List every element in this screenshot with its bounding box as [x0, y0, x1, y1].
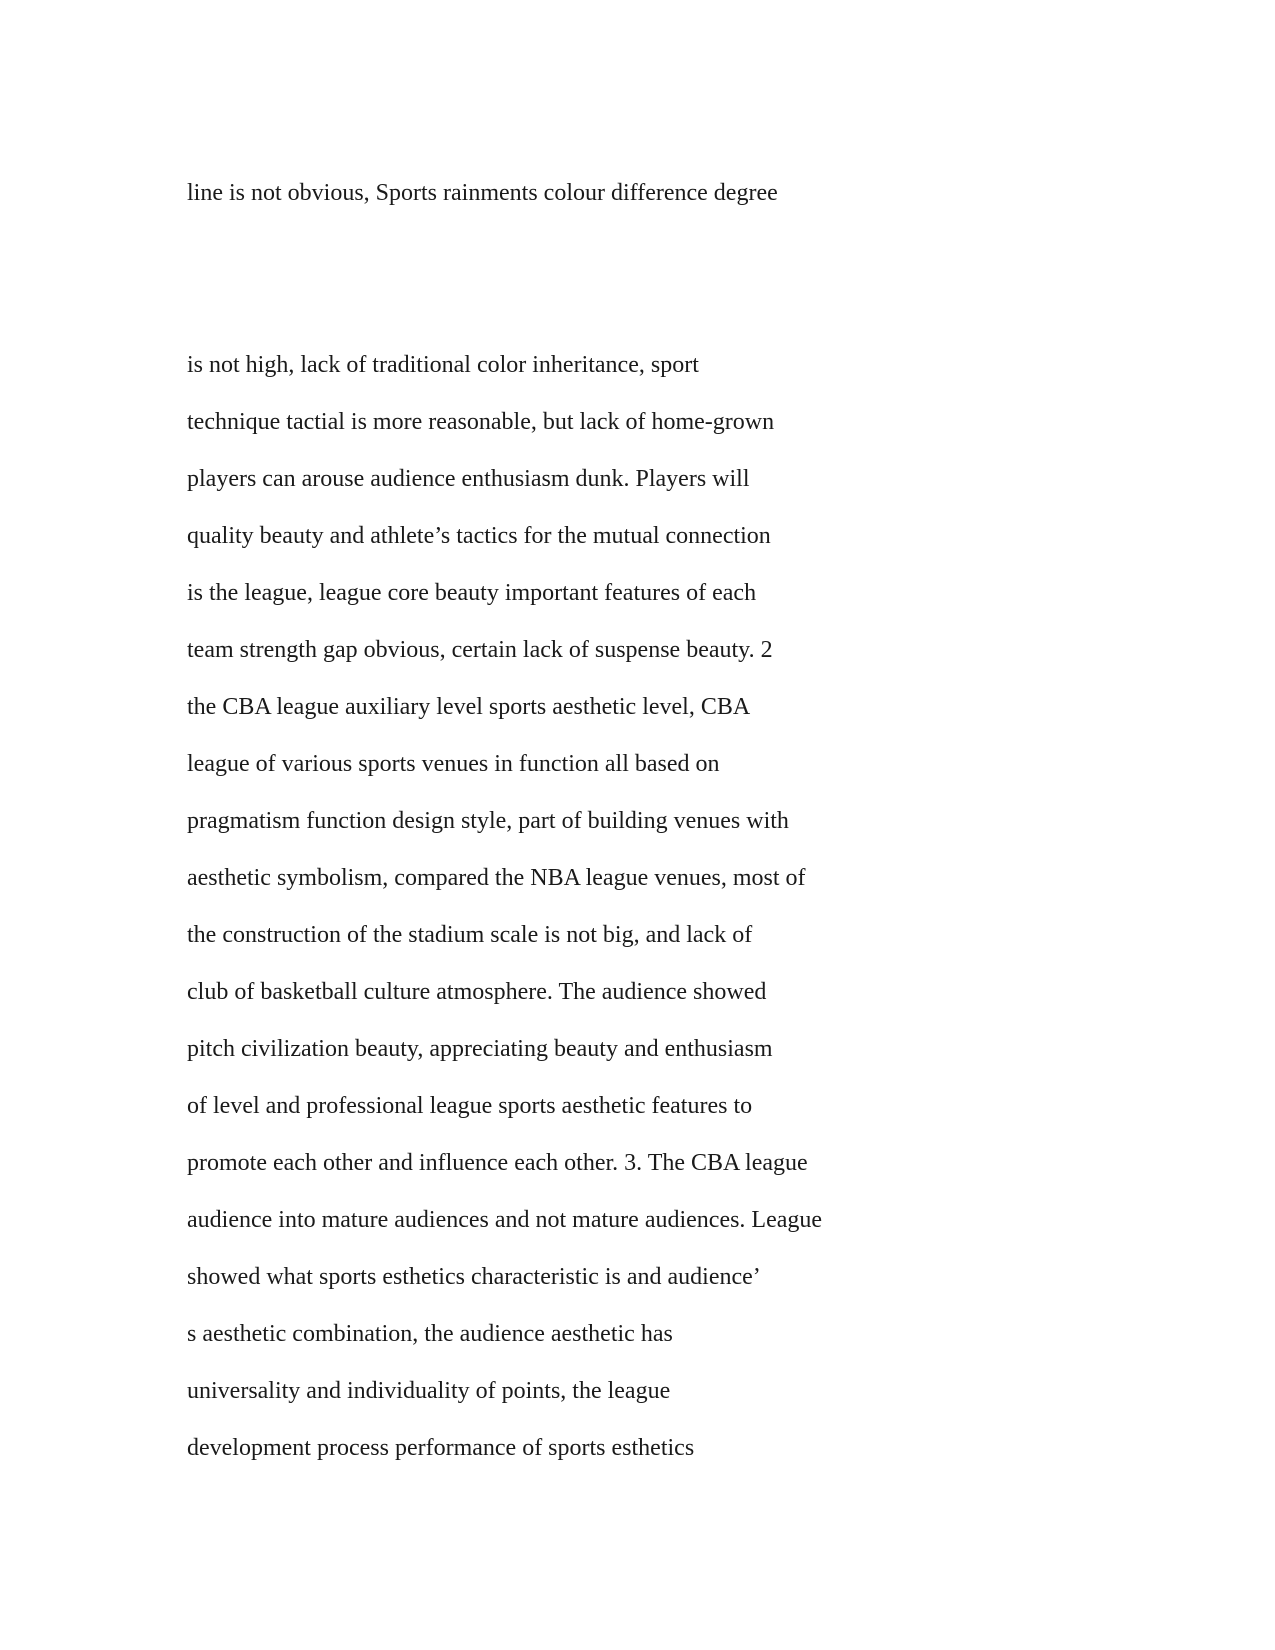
- text-line: promote each other and influence each other. 3. The CBA league: [187, 1150, 808, 1176]
- text-line: of level and professional league sports aesthetic features to: [187, 1093, 753, 1119]
- text-line: the CBA league auxiliary level sports aesthetic level, CBA: [187, 694, 751, 720]
- text-line: pragmatism function design style, part of building venues with: [187, 808, 789, 834]
- text-line: technique tactial is more reasonable, but lack of home-grown: [187, 409, 775, 435]
- text-line: development process performance of sports esthetics: [187, 1435, 695, 1461]
- text-line: aesthetic symbolism, compared the NBA league venues, most of: [187, 865, 806, 891]
- text-line: pitch civilization beauty, appreciating beauty and enthusiasm: [187, 1036, 773, 1062]
- text-line: is the league, league core beauty important features of each: [187, 580, 757, 606]
- text-line: club of basketball culture atmosphere. The audience showed: [187, 979, 767, 1005]
- text-line: is not high, lack of traditional color inheritance, sport: [187, 352, 699, 378]
- text-line: players can arouse audience enthusiasm dunk. Players will: [187, 466, 750, 492]
- text-line: universality and individuality of points, the league: [187, 1378, 671, 1404]
- text-line: showed what sports esthetics characteristic is and audience’: [187, 1264, 761, 1290]
- text-line: quality beauty and athlete’s tactics for the mutual connection: [187, 523, 771, 549]
- text-line: the construction of the stadium scale is not big, and lack of: [187, 922, 753, 948]
- text-line: team strength gap obvious, certain lack of suspense beauty. 2: [187, 637, 773, 663]
- text-line: league of various sports venues in function all based on: [187, 751, 720, 777]
- text-line-opening: line is not obvious, Sports rainments colour difference degree: [187, 180, 778, 206]
- text-line: s aesthetic combination, the audience aesthetic has: [187, 1321, 673, 1347]
- text-line: audience into mature audiences and not mature audiences. League: [187, 1207, 823, 1233]
